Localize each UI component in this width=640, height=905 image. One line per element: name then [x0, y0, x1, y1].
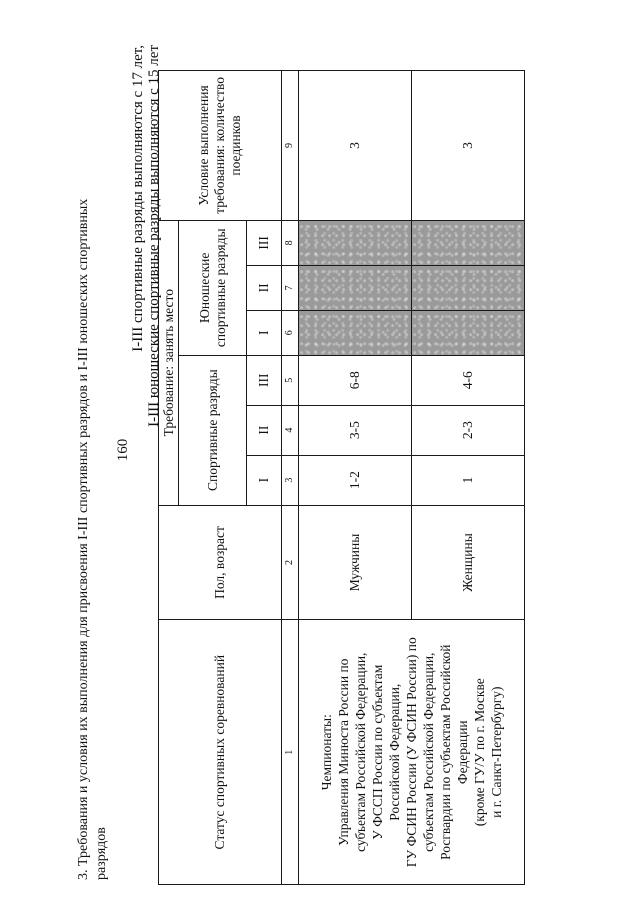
header-gender-age: Пол, возраст — [159, 505, 282, 620]
col-number-7: 7 — [282, 265, 299, 310]
status-line: У ФССП России по субъектам — [370, 664, 385, 840]
youth-rank-3-shaded-cell — [299, 220, 412, 265]
gender-cell: Мужчины — [299, 505, 412, 620]
age-note-youth: I-III юношеские спортивные разряды выполняются с 15 лет — [146, 45, 162, 427]
bouts-cell: 3 — [412, 71, 525, 221]
sport-rank-2-cell: 3-5 — [299, 405, 412, 455]
header-youth-rank-2: II — [246, 265, 281, 310]
status-line: и г. Санкт-Петербургу) — [489, 686, 504, 818]
sport-rank-1-cell: 1-2 — [299, 455, 412, 505]
col-number-4: 4 — [282, 405, 299, 455]
col-number-5: 5 — [282, 355, 299, 405]
rotated-content — [75, 10, 615, 890]
bouts-cell: 3 — [299, 71, 412, 221]
col-number-9: 9 — [282, 71, 299, 221]
status-line: субъектам Российской Федерации, — [421, 652, 436, 852]
col-number-6: 6 — [282, 310, 299, 355]
age-note-sport: I-III спортивные разряды выполняются с 17 лет, — [130, 45, 146, 352]
status-line: Управления Минюста России по — [336, 658, 351, 846]
sport-rank-2-cell: 2-3 — [412, 405, 525, 455]
header-condition: Условие выполнения требования: количество поединков — [159, 71, 282, 221]
status-line: Российской Федерации, — [387, 683, 402, 821]
gender-cell: Женщины — [412, 505, 525, 620]
header-youth-rank-1: I — [246, 310, 281, 355]
header-youth-ranks: Юношеские спортивные разряды — [179, 220, 246, 355]
header-status: Статус спортивных соревнований — [159, 620, 282, 885]
status-line: (кроме ГУ/У по г. Москве — [472, 678, 487, 827]
table-row — [299, 71, 412, 885]
header-sport-ranks: Спортивные разряды — [179, 355, 246, 505]
status-cell — [299, 620, 525, 885]
section-heading: 3. Требования и условия их выполнения для присвоения I-III спортивных разрядов и I-III юношеских спортивных разрядов — [76, 198, 109, 880]
col-number-1: 1 — [282, 620, 299, 885]
sport-rank-1-cell: 1 — [412, 455, 525, 505]
status-line: Федерации — [455, 720, 470, 785]
youth-rank-3-shaded-cell — [412, 220, 525, 265]
youth-rank-2-shaded-cell — [299, 265, 412, 310]
status-line: Чемпионаты: — [319, 714, 334, 791]
youth-rank-2-shaded-cell — [412, 265, 525, 310]
header-sport-rank-2: II — [246, 405, 281, 455]
header-youth-rank-3: III — [246, 220, 281, 265]
sport-rank-3-cell: 6-8 — [299, 355, 412, 405]
youth-rank-1-shaded-cell — [299, 310, 412, 355]
sport-rank-3-cell: 4-6 — [412, 355, 525, 405]
header-sport-rank-1: I — [246, 455, 281, 505]
youth-rank-1-shaded-cell — [412, 310, 525, 355]
status-line: Росгвардии по субъектам Российской — [438, 644, 453, 860]
col-number-2: 2 — [282, 505, 299, 620]
header-sport-rank-3: III — [246, 355, 281, 405]
col-number-8: 8 — [282, 220, 299, 265]
col-number-3: 3 — [282, 455, 299, 505]
requirements-table — [158, 70, 525, 885]
status-line: ГУ ФСИН России (У ФСИН России) по — [404, 637, 419, 868]
page-number: 160 — [115, 438, 131, 462]
header-requirement: Требование: занять место — [159, 220, 179, 505]
status-line: субъектам Российской Федерации, — [353, 652, 368, 852]
